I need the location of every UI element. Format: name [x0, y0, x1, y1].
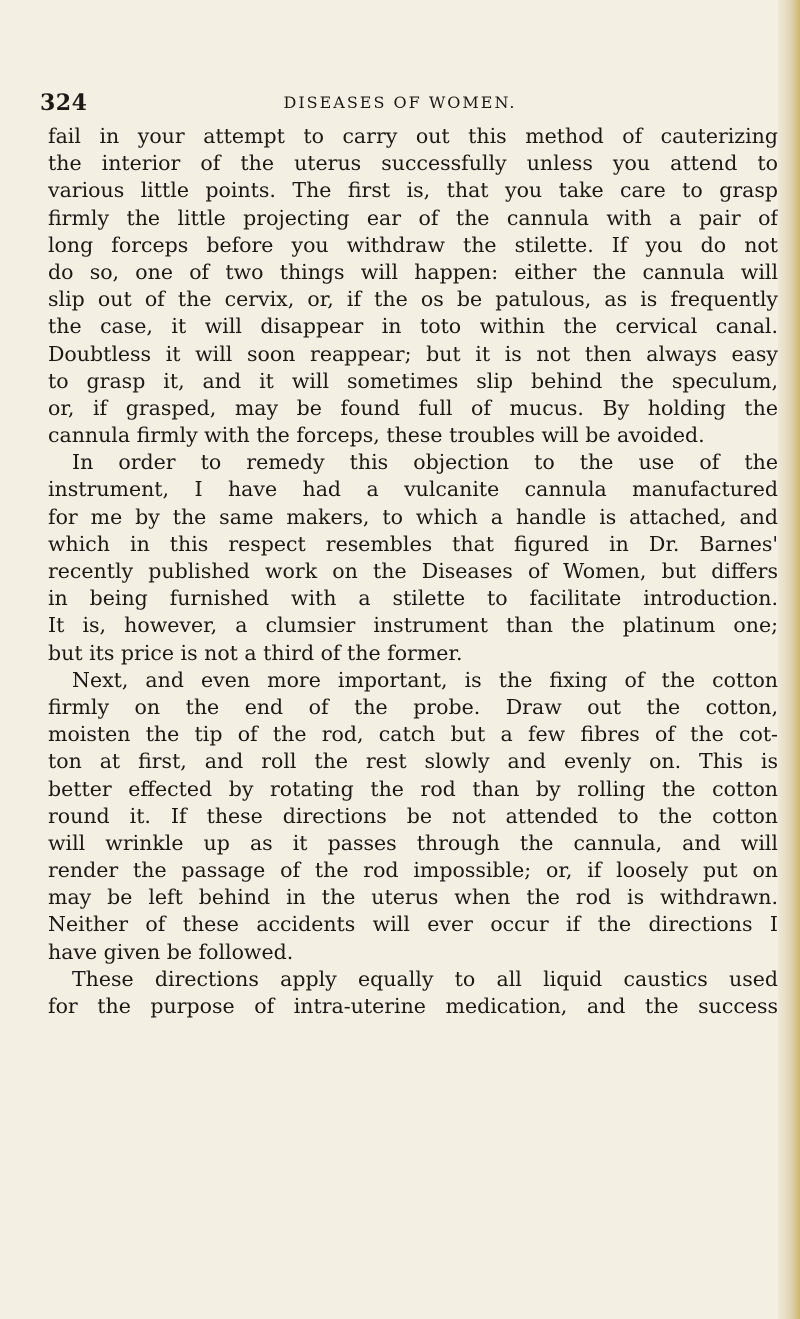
- text-line: for me by the same makers, to which a handle is attached, and: [48, 504, 778, 529]
- text-line: the interior of the uterus successfully unless you attend to: [48, 151, 778, 176]
- text-line: do so, one of two things will happen: either the cannula will: [48, 259, 778, 284]
- text-line: or, if grasped, may be found full of mucus. By holding the: [48, 395, 778, 420]
- text-line: These directions apply equally to all liquid caustics used: [72, 966, 778, 991]
- text-line: for the purpose of intra-uterine medication, and the success: [48, 994, 778, 1018]
- text-line: will wrinkle up as it passes through the cannula, and will: [48, 830, 778, 855]
- text-line: fail in your attempt to carry out this method of cauterizing: [48, 124, 778, 148]
- text-line: moisten the tip of the rod, catch but a few fibres of the cot-: [48, 722, 778, 747]
- text-line: but its price is not a third of the former.: [48, 640, 463, 665]
- text-line: Next, and even more important, is the fixing of the cotton: [72, 667, 778, 692]
- text-line: which in this respect resembles that figured in Dr. Barnes': [48, 531, 778, 556]
- text-line: Neither of these accidents will ever occur if the directions I: [48, 912, 778, 937]
- text-line: in being furnished with a stilette to facilitate introduction.: [48, 586, 778, 611]
- text-line: slip out of the cervix, or, if the os be patulous, as is frequently: [48, 287, 778, 312]
- page-header: [40, 90, 760, 120]
- text-line: have given be followed.: [48, 939, 294, 964]
- page-number: 324: [40, 90, 88, 116]
- text-line: various little points. The first is, that you take care to grasp: [48, 178, 778, 203]
- text-line: firmly the little projecting ear of the cannula with a pair of: [48, 205, 778, 230]
- text-line: ton at first, and roll the rest slowly and evenly on. This is: [48, 749, 778, 774]
- text-line: to grasp it, and it will sometimes slip behind the speculum,: [48, 368, 778, 393]
- text-line: Doubtless it will soon reappear; but it is not then always easy: [48, 341, 778, 366]
- text-line: may be left behind in the uterus when the rod is withdrawn.: [48, 885, 778, 910]
- running-title: DISEASES OF WOMEN.: [283, 93, 517, 112]
- text-line: It is, however, a clumsier instrument than the platinum one;: [48, 613, 778, 638]
- text-line: In order to remedy this objection to the use of the: [72, 450, 778, 475]
- body-text: [48, 123, 778, 1020]
- text-line: round it. If these directions be not attended to the cotton: [48, 803, 778, 828]
- text-line: long forceps before you withdraw the stilette. If you do not: [48, 232, 778, 257]
- text-line: cannula firmly with the forceps, these troubles will be avoided.: [48, 423, 705, 448]
- text-line: render the passage of the rod impossible; or, if loosely put on: [48, 858, 778, 883]
- text-line: recently published work on the Diseases of Women, but differs: [48, 559, 778, 583]
- text-line: firmly on the end of the probe. Draw out the cotton,: [48, 694, 778, 719]
- text-line: instrument, I have had a vulcanite cannula manufactured: [48, 477, 778, 502]
- page-edge-shadow: [778, 0, 800, 1319]
- text-line: better effected by rotating the rod than by rolling the cotton: [48, 776, 778, 801]
- text-line: the case, it will disappear in toto within the cervical canal.: [48, 314, 778, 339]
